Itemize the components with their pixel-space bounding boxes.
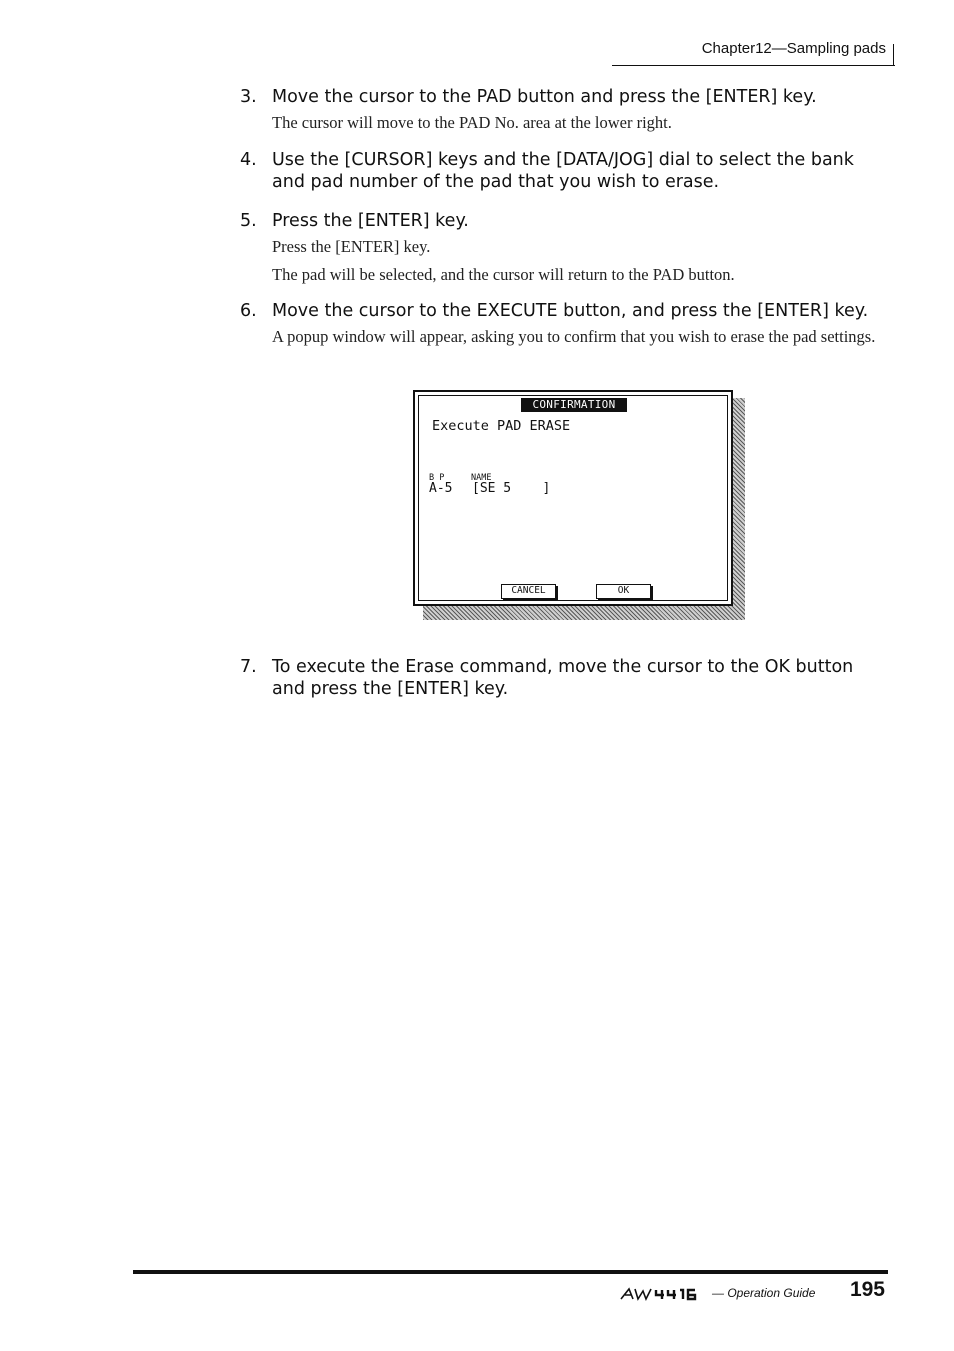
lcd-popup-window	[413, 390, 733, 606]
aw4416-logo	[620, 1287, 710, 1301]
step-6	[240, 300, 890, 347]
cancel-button[interactable]: CANCEL	[501, 584, 556, 599]
lcd-value-name: [SE 5 ]	[472, 481, 551, 496]
lcd-heading: Execute PAD ERASE	[432, 418, 571, 434]
footer-rule	[133, 1270, 888, 1274]
step-7	[240, 656, 890, 700]
lcd-title: CONFIRMATION	[521, 398, 627, 412]
step-text: Move the cursor to the PAD button and press the [ENTER] key.	[272, 87, 817, 107]
step-note: Press the [ENTER] key.	[272, 237, 431, 256]
operation-guide-label: — Operation Guide	[712, 1286, 816, 1300]
ok-button[interactable]: OK	[596, 584, 651, 599]
step-text: Use the [CURSOR] keys and the [DATA/JOG] dial to select the bank and pad number of the pad that you wish to erase.	[272, 150, 854, 192]
lcd-confirmation-figure	[413, 390, 745, 620]
step-number: 7.	[240, 657, 257, 677]
step-number: 6.	[240, 301, 257, 321]
step-text: Press the [ENTER] key.	[272, 211, 469, 231]
lcd-inner-border	[418, 395, 728, 601]
step-note: The cursor will move to the PAD No. area at the lower right.	[272, 113, 672, 132]
header-rule	[612, 65, 895, 66]
step-note: The pad will be selected, and the cursor will return to the PAD button.	[272, 265, 735, 284]
lcd-value-bank-pad: A-5	[429, 481, 453, 496]
step-5	[240, 210, 890, 285]
step-note: A popup window will appear, asking you to confirm that you wish to erase the pad settings.	[272, 327, 876, 346]
step-number: 4.	[240, 150, 257, 170]
step-4	[240, 149, 890, 193]
step-3	[240, 86, 890, 133]
step-text: To execute the Erase command, move the cursor to the OK button and press the [ENTER] key.	[272, 657, 854, 699]
lcd-label-bank-pad: B P	[429, 473, 445, 483]
step-number: 5.	[240, 211, 257, 231]
step-number: 3.	[240, 87, 257, 107]
step-text: Move the cursor to the EXECUTE button, and press the [ENTER] key.	[272, 301, 869, 321]
header-tick	[893, 44, 894, 66]
chapter-title: Chapter12—Sampling pads	[701, 40, 886, 57]
page-number: 195	[849, 1278, 885, 1301]
lcd-label-name: NAME	[471, 473, 492, 483]
